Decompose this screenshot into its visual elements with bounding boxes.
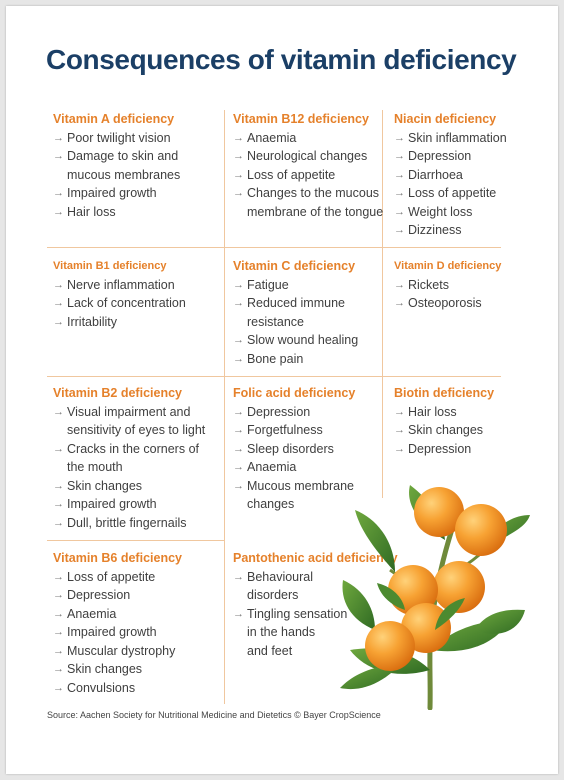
arrow-icon: →: [394, 442, 405, 455]
arrow-icon: →: [233, 479, 244, 492]
symptom-text: Lack of concentration: [67, 296, 186, 310]
symptom-item: [53, 660, 182, 679]
arrow-icon: →: [233, 150, 244, 162]
arrow-icon: →: [394, 424, 405, 436]
symptom-text: the mouth: [67, 460, 123, 474]
symptom-text: Skin changes: [67, 478, 143, 493]
symptom-text: Depression: [408, 441, 472, 456]
symptom-list: [394, 129, 507, 240]
symptom-item: [53, 568, 182, 587]
symptom-list: [233, 129, 383, 222]
symptom-list: [394, 403, 494, 459]
symptom-item: [233, 147, 383, 166]
arrow-icon: →: [394, 168, 405, 181]
symptom-text: Anaemia: [247, 460, 297, 474]
symptom-item: [233, 458, 355, 477]
symptom-text: Weight loss: [408, 204, 473, 219]
symptom-text: Depression: [408, 149, 472, 163]
symptom-text: changes: [247, 497, 295, 511]
symptom-list: [53, 276, 186, 332]
symptom-item: [53, 147, 180, 184]
arrow-icon: →: [394, 205, 405, 218]
symptom-item: [394, 421, 494, 440]
symptom-text: Cracks in the corners of: [67, 441, 199, 456]
arrow-icon: →: [233, 334, 244, 346]
symptom-item: [53, 129, 180, 148]
symptom-text: Sleep disorders: [247, 441, 334, 456]
symptom-item: [53, 495, 205, 514]
symptom-text: Depression: [67, 588, 131, 602]
arrow-icon: →: [233, 424, 244, 436]
symptom-text: Dizziness: [408, 223, 462, 237]
arrow-icon: →: [394, 278, 405, 291]
column-divider: [224, 110, 225, 704]
symptom-text: Impaired growth: [67, 186, 157, 200]
page-title: Consequences of vitamin deficiency: [46, 44, 517, 75]
symptom-text: Skin inflammation: [408, 130, 507, 145]
symptom-item: [394, 403, 494, 422]
symptom-text: Nerve inflammation: [67, 277, 175, 292]
deficiency-heading: Niacin deficiency: [394, 112, 497, 126]
arrow-icon: →: [233, 405, 244, 418]
source-footnote: Source: Aachen Society for Nutritional Medicine and Dietetics © Bayer CropScience: [47, 710, 381, 720]
symptom-item: [53, 642, 182, 661]
arrow-icon: →: [53, 607, 64, 620]
symptom-item: [394, 294, 501, 313]
symptom-text: disorders: [247, 588, 299, 602]
arrow-icon: →: [394, 131, 405, 144]
symptom-text: Irritability: [67, 314, 118, 329]
symptom-text: sensitivity of eyes to light: [67, 423, 206, 437]
symptom-text: Visual impairment and: [67, 404, 191, 419]
symptom-item: [233, 184, 383, 221]
deficiency-cell: [233, 110, 383, 221]
symptom-text: Rickets: [408, 277, 449, 292]
deficiency-heading: Vitamin A deficiency: [53, 112, 175, 126]
arrow-icon: →: [53, 405, 64, 418]
symptom-text: Hair loss: [408, 404, 457, 419]
arrow-icon: →: [53, 479, 64, 492]
row-divider: [47, 376, 501, 377]
deficiency-cell: [53, 384, 205, 532]
arrow-icon: →: [53, 498, 64, 510]
deficiency-cell: [394, 110, 507, 240]
symptom-list: [394, 276, 501, 313]
symptom-text: Loss of appetite: [408, 186, 497, 200]
arrow-icon: →: [233, 187, 244, 199]
arrow-icon: →: [53, 516, 64, 529]
arrow-icon: →: [53, 131, 64, 144]
symptom-item: [233, 421, 355, 440]
arrow-icon: →: [233, 570, 244, 583]
arrow-icon: →: [233, 442, 244, 455]
symptom-item: [53, 440, 205, 477]
symptom-item: [394, 221, 507, 240]
arrow-icon: →: [53, 187, 64, 199]
symptom-text: Slow wound healing: [247, 333, 359, 347]
symptom-item: [233, 331, 358, 350]
symptom-text: mucous membranes: [67, 167, 181, 182]
arrow-icon: →: [53, 644, 64, 657]
arrow-icon: →: [233, 131, 244, 144]
symptom-text: Muscular dystrophy: [67, 643, 176, 658]
symptom-text: Fatigue: [247, 277, 289, 292]
symptom-text: Depression: [247, 404, 311, 419]
deficiency-cell: [53, 257, 186, 331]
symptom-text: Damage to skin and: [67, 149, 179, 163]
deficiency-heading: Vitamin B12 deficiency: [233, 112, 369, 126]
symptom-text: Hair loss: [67, 204, 116, 219]
arrow-icon: →: [394, 224, 405, 236]
arrow-icon: →: [53, 442, 64, 455]
symptom-item: [394, 440, 494, 459]
arrow-icon: →: [53, 278, 64, 291]
symptom-item: [53, 586, 182, 605]
arrow-icon: →: [53, 663, 64, 675]
symptom-list: [233, 276, 358, 369]
deficiency-cell: [53, 110, 180, 221]
arrow-icon: →: [53, 681, 64, 694]
symptom-item: [233, 166, 383, 185]
symptom-item: [233, 350, 358, 369]
symptom-item: [53, 403, 205, 440]
symptom-text: Anaemia: [247, 130, 297, 145]
symptom-text: in the hands: [247, 625, 316, 639]
arrow-icon: →: [233, 168, 244, 181]
arrow-icon: →: [394, 150, 405, 162]
deficiency-heading: Vitamin B6 deficiency: [53, 551, 182, 565]
symptom-item: [233, 129, 383, 148]
symptom-text: Skin changes: [408, 423, 484, 437]
symptom-text: Mucous membrane: [247, 478, 354, 493]
symptom-item: [53, 679, 182, 698]
deficiency-heading: Pantothenic acid deficiency: [233, 551, 398, 565]
arrow-icon: →: [53, 205, 64, 218]
arrow-icon: →: [233, 607, 244, 620]
symptom-item: [53, 294, 186, 313]
symptom-item: [53, 276, 186, 295]
symptom-text: Poor twilight vision: [67, 130, 171, 145]
arrow-icon: →: [233, 278, 244, 291]
symptom-text: Changes to the mucous: [247, 186, 380, 200]
symptom-text: Skin changes: [67, 662, 143, 676]
symptom-text: resistance: [247, 314, 304, 329]
arrow-icon: →: [394, 405, 405, 418]
symptom-text: Forgetfulness: [247, 423, 323, 437]
arrow-icon: →: [233, 352, 244, 365]
symptom-text: Impaired growth: [67, 497, 157, 511]
symptom-item: [53, 514, 205, 533]
symptom-item: [394, 276, 501, 295]
arrow-icon: →: [394, 187, 405, 199]
arrow-icon: →: [233, 297, 244, 309]
orange-branch-illustration: [335, 480, 530, 710]
symptom-text: Neurological changes: [247, 149, 368, 163]
row-divider: [47, 247, 501, 248]
symptom-text: Behavioural: [247, 569, 314, 584]
symptom-text: Tingling sensation: [247, 606, 348, 621]
symptom-item: [233, 440, 355, 459]
symptom-item: [53, 203, 180, 222]
deficiency-heading: Vitamin B2 deficiency: [53, 386, 182, 400]
symptom-item: [394, 129, 507, 148]
symptom-text: Osteoporosis: [408, 296, 482, 310]
symptom-item: [53, 184, 180, 203]
symptom-list: [53, 403, 205, 533]
symptom-text: Loss of appetite: [247, 167, 336, 182]
deficiency-cell: [233, 257, 358, 368]
deficiency-cell: [394, 257, 501, 313]
arrow-icon: →: [233, 461, 244, 473]
symptom-text: and feet: [247, 643, 293, 658]
symptom-text: Reduced immune: [247, 296, 345, 310]
symptom-item: [394, 203, 507, 222]
symptom-item: [394, 184, 507, 203]
symptom-item: [53, 623, 182, 642]
symptom-text: Loss of appetite: [67, 569, 156, 584]
deficiency-cell: [53, 549, 182, 697]
deficiency-cell: [394, 384, 494, 458]
arrow-icon: →: [53, 315, 64, 328]
symptom-item: [53, 605, 182, 624]
arrow-icon: →: [53, 626, 64, 638]
symptom-text: membrane of the tongue: [247, 204, 384, 219]
arrow-icon: →: [53, 570, 64, 583]
symptom-item: [394, 147, 507, 166]
symptom-text: Convulsions: [67, 680, 136, 695]
deficiency-heading: Folic acid deficiency: [233, 386, 356, 400]
symptom-item: [394, 166, 507, 185]
symptom-text: Bone pain: [247, 351, 304, 366]
symptom-item: [53, 477, 205, 496]
symptom-text: Dull, brittle fingernails: [67, 515, 187, 530]
symptom-text: Anaemia: [67, 606, 117, 621]
row-divider: [47, 540, 225, 541]
symptom-item: [233, 294, 358, 331]
arrow-icon: →: [53, 150, 64, 162]
symptom-item: [53, 313, 186, 332]
symptom-item: [233, 403, 355, 422]
arrow-icon: →: [53, 589, 64, 601]
deficiency-heading: Vitamin D deficiency: [394, 260, 502, 272]
symptom-item: [233, 276, 358, 295]
symptom-list: [53, 568, 182, 698]
symptom-list: [53, 129, 180, 222]
arrow-icon: →: [394, 297, 405, 309]
deficiency-heading: Vitamin B1 deficiency: [53, 260, 167, 272]
deficiency-heading: Biotin deficiency: [394, 386, 495, 400]
deficiency-heading: Vitamin C deficiency: [233, 259, 356, 273]
arrow-icon: →: [53, 297, 64, 309]
symptom-text: Impaired growth: [67, 625, 157, 639]
symptom-text: Diarrhoea: [408, 167, 463, 182]
